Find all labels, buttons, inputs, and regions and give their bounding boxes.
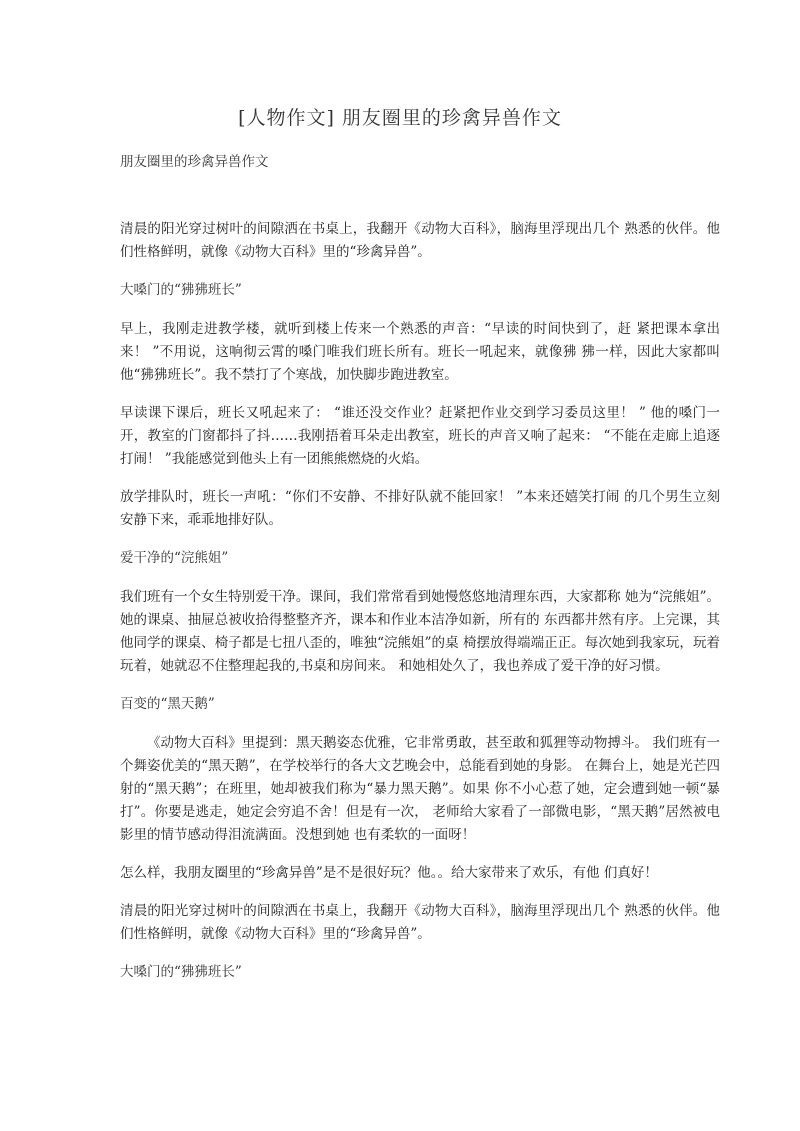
paragraph: 早上，我刚走进教学楼，就听到楼上传来一个熟悉的声音：“早读的时间快到了，赶 紧把课本拿出来！ ”不用说，这响彻云霄的嗓门唯我们班长所有。班长一吼起来，就像狒 狒一样，因此大家都叫他“狒狒班长”。我不禁打了个寒战，加快脚步跑进教室。 bbox=[120, 321, 720, 383]
document-subtitle: 朋友圈里的珍禽异兽作文 bbox=[120, 154, 269, 170]
paragraph: 早读课下课后，班长又吼起来了： “谁还没交作业？赶紧把作业交到学习委员这里！ ” 他的嗓门一开，教室的门窗都抖了抖……我刚捂着耳朵走出教室，班长的声音又响了起来： “不能在走廊上追逐打闹！ ”我能感觉到他头上有一团熊熊燃烧的火焰。 bbox=[120, 405, 720, 467]
document-title: [人物作文] 朋友圈里的珍禽异兽作文 bbox=[238, 107, 562, 129]
paragraph: 放学排队时，班长一声吼：“你们不安静、不排好队就不能回家！ ”本来还嬉笑打闹 的几个男生立刻安静下来，乖乖地排好队。 bbox=[120, 489, 720, 528]
paragraph: 怎么样，我朋友圈里的“珍禽异兽”是不是很好玩？他。。给大家带来了欢乐，有他 们真好！ bbox=[120, 865, 658, 881]
section-heading: 大嗓门的“狒狒班长” bbox=[120, 282, 242, 298]
section-heading: 百变的“黑天鹅” bbox=[120, 696, 215, 712]
paragraph: 我们班有一个女生特别爱干净。课间，我们常常看到她慢悠悠地清理东西，大家都称 她为“浣熊姐”。她的课桌、抽屉总被收拾得整整齐齐，课本和作业本洁净如新，所有的 东西都井然有序。上完课，其他同学的课桌、椅子都是七扭八歪的，唯独“浣熊姐”的桌 椅摆放得端端正正。每次她到我家玩，玩着玩着，她就忍不住整理起我的,书桌和房间来。 和她相处久了，我也养成了爱干净的好习惯。 bbox=[120, 589, 720, 674]
section-heading: 大嗓门的“狒狒班长” bbox=[120, 964, 242, 980]
paragraph: 《动物大百科》里提到：黑天鹅姿态优雅，它非常勇敢，甚至敢和狐狸等动物搏斗。 我们班有一个舞姿优美的“黑天鹅”，在学校举行的各大文艺晚会中，总能看到她的身影。 在舞台上，她是光芒四射的“黑天鹅”；在班里，她却被我们称为“暴力黑天鹅”。如果 你不小心惹了她，定会遭到她一顿“暴打”。你要是逃走，她定会穷追不舍！但是有一次， 老师给大家看了一部微电影，“黑天鹅”居然被电影里的情节感动得泪流满面。没想到她 也有柔软的一面呀！ bbox=[120, 735, 720, 843]
paragraph: 清晨的阳光穿过树叶的间隙洒在书桌上，我翻开《动物大百科》，脑海里浮现出几个 熟悉的伙伴。他们性格鲜明，就像《动物大百科》里的“珍禽异兽”。 bbox=[120, 221, 720, 260]
paragraph: 清晨的阳光穿过树叶的间隙洒在书桌上，我翻开《动物大百科》，脑海里浮现出几个 熟悉的伙伴。他们性格鲜明，就像《动物大百科》里的“珍禽异兽”。 bbox=[120, 903, 720, 942]
section-heading: 爱干净的“浣熊姐” bbox=[120, 550, 229, 566]
document-body bbox=[120, 218, 720, 1000]
